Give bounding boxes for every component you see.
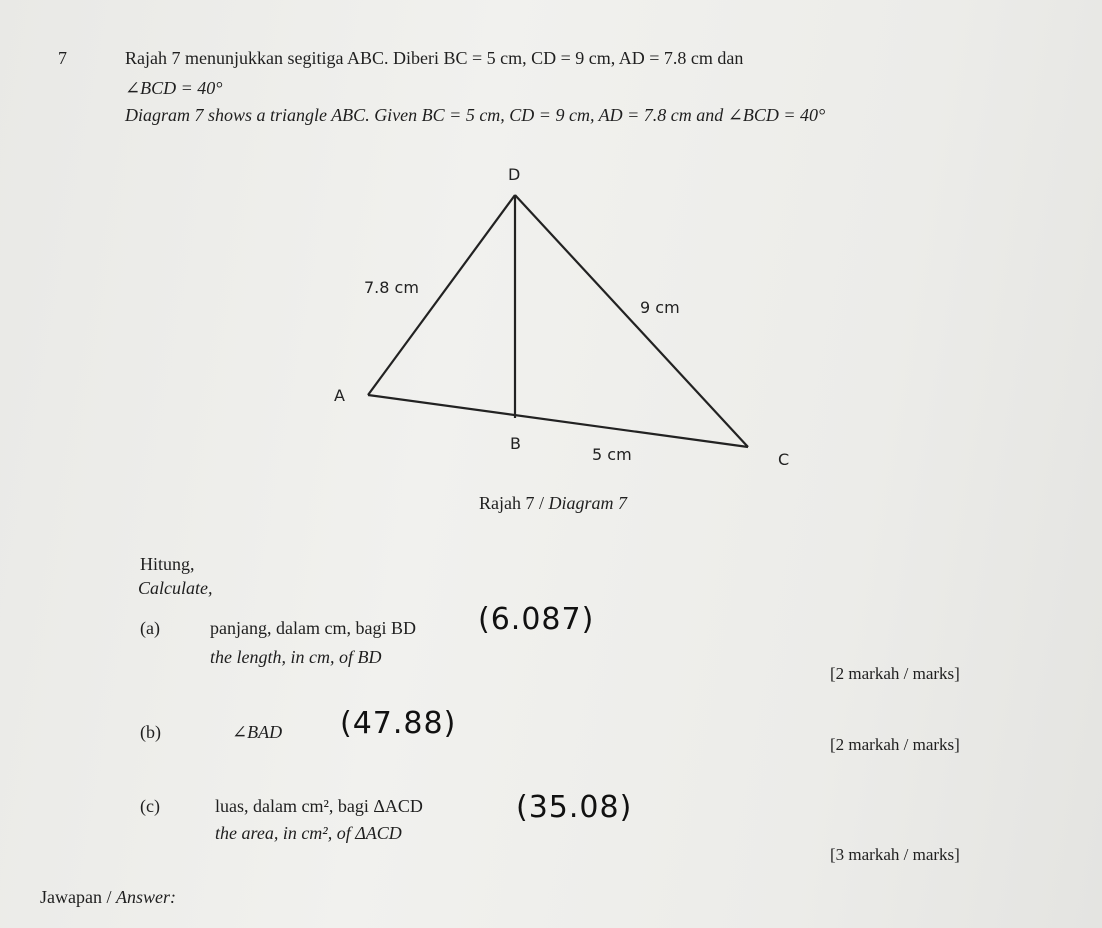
answer-heading: Jawapan / Answer: [40,887,176,907]
part-c-english: the area, in cm², of ΔACD [215,823,402,843]
part-a-malay: panjang, dalam cm, bagi BD [210,618,416,638]
question-text-malay: Rajah 7 menunjukkan segitiga ABC. Diberi BC = 5 cm, CD = 9 cm, AD = 7.8 cm dan [125,48,744,68]
question-text-english: Diagram 7 shows a triangle ABC. Given BC = 5 cm, CD = 9 cm, AD = 7.8 cm and ∠BCD = 40° [125,105,826,125]
vertex-label-A: A [334,386,345,405]
part-a-label: (a) [140,618,160,638]
length-label-CD: 9 cm [640,298,680,317]
part-c-malay: luas, dalam cm², bagi ΔACD [215,796,423,816]
length-label-AD: 7.8 cm [364,278,419,297]
instruction-english: Calculate, [138,578,213,598]
part-b-label: (b) [140,722,161,742]
question-number: 7 [58,48,67,68]
edge-CD [515,195,748,447]
part-a-english: the length, in cm, of BD [210,647,382,667]
length-label-BC: 5 cm [592,445,632,464]
part-c-handwritten-answer: (35.08) [516,790,633,825]
vertex-label-B: B [510,434,521,453]
vertex-label-D: D [508,165,521,184]
part-a-handwritten-answer: (6.087) [478,602,595,637]
diagram-caption: Rajah 7 / Diagram 7 [479,493,628,513]
part-c-label: (c) [140,796,160,816]
part-b-malay: ∠BAD [232,722,283,742]
edge-AC [368,395,748,447]
given-angle: ∠BCD = 40° [125,78,223,98]
instruction-malay: Hitung, [140,554,195,574]
part-b-handwritten-answer: (47.88) [340,706,457,741]
part-b-marks: [2 markah / marks] [830,735,960,754]
part-c-marks: [3 markah / marks] [830,845,960,864]
vertex-label-C: C [778,450,790,469]
triangle-diagram [320,160,800,480]
part-a-marks: [2 markah / marks] [830,664,960,683]
